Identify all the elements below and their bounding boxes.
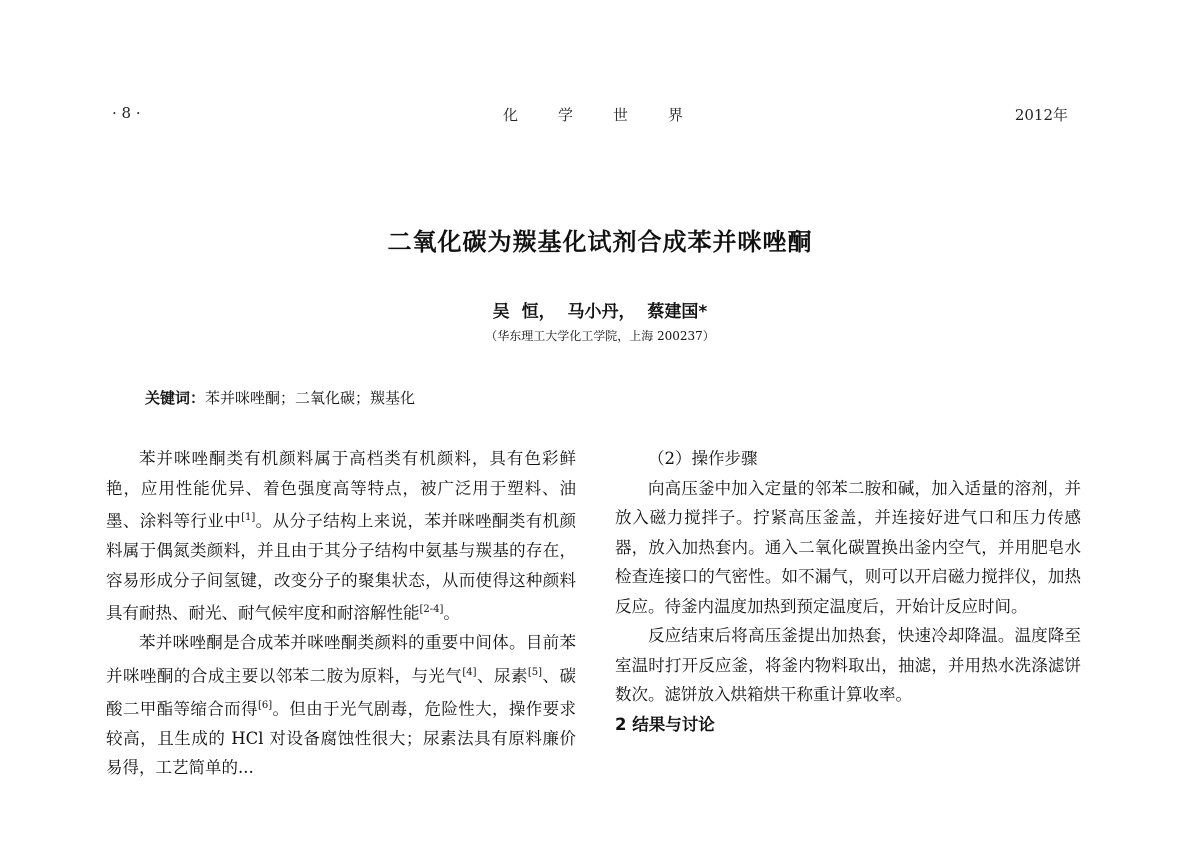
keywords-label: 关键词：	[145, 389, 206, 407]
text-run: 、尿素	[476, 666, 528, 685]
text-run: 。从分子结构上来说，苯并咪唑酮类有机颜料属于偶氮类颜料，并且由于其分子结构中氨基与羰基的存在，容易形成分子间氢键，改变分子的聚集状态，从而使得这种颜料具有耐热、耐光、耐气候牢度和耐溶解性能	[106, 511, 577, 623]
article-title: 二氧化碳为羰基化试剂合成苯并咪唑酮	[387, 228, 813, 256]
step-heading: （2）操作步骤	[648, 449, 758, 468]
citation-5: [5]	[527, 666, 543, 678]
text-run: 苯并咪唑酮类有机颜料属于高档类有机颜料，具有色彩鲜艳，应用性能优异、着色强度高等特点，被广泛用于塑料、油墨、涂料等行业中	[106, 449, 576, 531]
citation-2-4: [2-4]	[419, 604, 444, 615]
section-heading: 2 结果与讨论	[615, 714, 715, 734]
issue-year: 2012年	[1014, 106, 1068, 124]
paragraph: 反应结束后将高压釜提出加热套，快速冷却降温。温度降至室温时打开反应釜，将釜内物料取出，抽滤，并用热水洗涤滤饼数次。滤饼放入烘箱烘干称重计算收率。	[615, 626, 1081, 704]
page-number: · 8 ·	[112, 104, 141, 122]
left-column	[106, 444, 576, 783]
text-run: 。但由于光气剧毒，危险性大，操作要求较高，且生成的 HCl 对设备腐蚀性很大；尿素法具有原料廉价易得，工艺简单的...	[106, 699, 577, 777]
text-run: 、碳酸二甲酯等缩合而得	[106, 666, 576, 718]
keywords	[145, 387, 415, 408]
paragraph	[106, 628, 576, 783]
citation-1: [1]	[241, 512, 256, 523]
citation-6: [6]	[257, 699, 273, 711]
text-run: 苯并咪唑酮是合成苯并咪唑酮类颜料的重要中间体。目前苯并咪唑酮的合成主要以邻苯二胺为原料，与光气	[106, 633, 576, 685]
author-list: 吴 恒， 马小丹， 蔡建国*	[492, 302, 708, 322]
paragraph: 向高压釜中加入定量的邻苯二胺和碱，加入适量的溶剂，并放入磁力搅拌子。拧紧高压釜盖，并连接好进气口和压力传感器，放入加热套内。通入二氧化碳置换出釜内空气，并用肥皂水检查连接口的气密性。如不漏气，则可以开启磁力搅拌仪，加热反应。待釜内温度加热到预定温度后，开始计反应时间。	[615, 478, 1081, 616]
affiliation: （华东理工大学化工学院，上海 200237）	[485, 329, 715, 343]
citation-4: [4]	[462, 666, 477, 678]
text-run: 。	[443, 603, 460, 623]
journal-name: 化学世界	[503, 106, 724, 124]
keywords-text: 苯并咪唑酮；二氧化碳；羰基化	[205, 389, 416, 407]
right-column	[615, 444, 1081, 739]
paragraph	[106, 444, 576, 628]
